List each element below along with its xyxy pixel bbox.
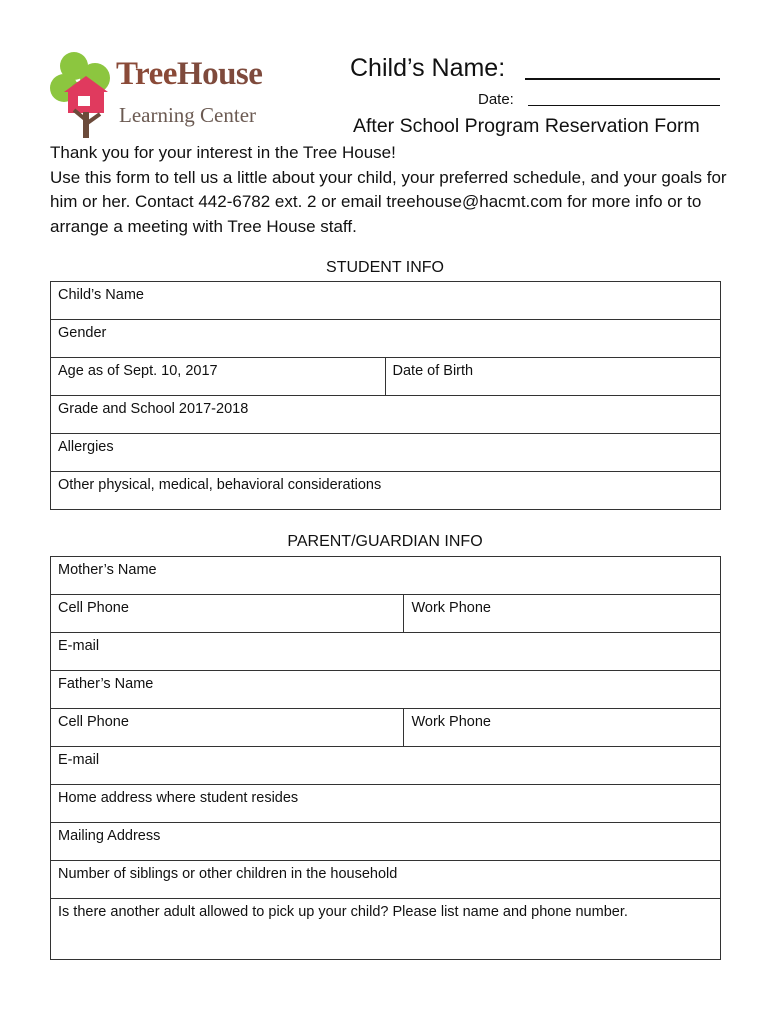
parent-info-title: PARENT/GUARDIAN INFO [287, 533, 483, 550]
intro-line-1: Thank you for your interest in the Tree House! [50, 143, 396, 162]
grade-cell[interactable] [51, 396, 721, 434]
mother-work-phone-cell[interactable] [404, 595, 721, 633]
form-title: After School Program Reservation Form [353, 115, 700, 137]
logo-word-house: House [176, 56, 263, 92]
allergies-cell[interactable] [51, 434, 721, 472]
gender-cell[interactable] [51, 320, 721, 358]
parent-info-table [50, 556, 721, 960]
father-name-cell[interactable] [51, 671, 721, 709]
child-name-cell[interactable] [51, 282, 721, 320]
grade-field-label: Grade and School 2017-2018 [58, 401, 249, 417]
mother-email-cell[interactable] [51, 633, 721, 671]
father-cell-phone-cell[interactable] [51, 709, 404, 747]
logo-subtitle: Learning Center [119, 103, 257, 127]
tree-house-logo [50, 48, 282, 140]
tree-logo-icon [50, 48, 120, 140]
other-considerations-field-label: Other physical, medical, behavioral considerations [58, 477, 382, 493]
father-email-cell[interactable] [51, 747, 721, 785]
intro-line-2: Use this form to tell us a little about your child, your preferred schedule, and your goals for him or her. Contact 442-6782 ext. 2 or email treehouse@hacmt.com for more info or to arrange a meeting with Tree House staff. [50, 167, 727, 236]
mother-name-cell[interactable] [51, 557, 721, 595]
student-info-table [50, 281, 721, 510]
father-cell-phone-label: Cell Phone [58, 714, 129, 730]
intro-text [50, 141, 730, 239]
mother-email-label: E-mail [58, 638, 100, 654]
allergies-field-label: Allergies [58, 439, 114, 455]
child-name-field-label: Child’s Name [58, 287, 144, 303]
father-name-field-label: Father’s Name [58, 676, 154, 692]
logo-word-tree: Tree [116, 56, 177, 92]
mailing-address-cell[interactable] [51, 823, 721, 861]
pickup-adult-label: Is there another adult allowed to pick up your child? Please list name and phone number. [58, 904, 628, 920]
age-cell[interactable] [51, 358, 386, 396]
mother-work-phone-label: Work Phone [411, 600, 491, 616]
mailing-address-label: Mailing Address [58, 828, 161, 844]
child-name-label: Child’s Name: [350, 54, 506, 82]
siblings-label: Number of siblings or other children in the household [58, 866, 398, 882]
mother-cell-phone-label: Cell Phone [58, 600, 129, 616]
home-address-cell[interactable] [51, 785, 721, 823]
pickup-adult-cell[interactable] [51, 899, 721, 960]
mother-name-field-label: Mother’s Name [58, 562, 157, 578]
siblings-cell[interactable] [51, 861, 721, 899]
date-field[interactable] [528, 105, 720, 106]
age-field-label: Age as of Sept. 10, 2017 [58, 363, 218, 379]
father-work-phone-cell[interactable] [404, 709, 721, 747]
logo-wordmark [116, 56, 262, 93]
gender-field-label: Gender [58, 325, 107, 341]
father-work-phone-label: Work Phone [411, 714, 491, 730]
father-email-label: E-mail [58, 752, 100, 768]
child-name-field[interactable] [525, 78, 720, 80]
home-address-label: Home address where student resides [58, 790, 299, 806]
date-label: Date: [478, 91, 514, 108]
student-info-title: STUDENT INFO [326, 259, 444, 276]
mother-cell-phone-cell[interactable] [51, 595, 404, 633]
dob-field-label: Date of Birth [392, 363, 474, 379]
other-considerations-cell[interactable] [51, 472, 721, 510]
dob-cell[interactable] [385, 358, 721, 396]
